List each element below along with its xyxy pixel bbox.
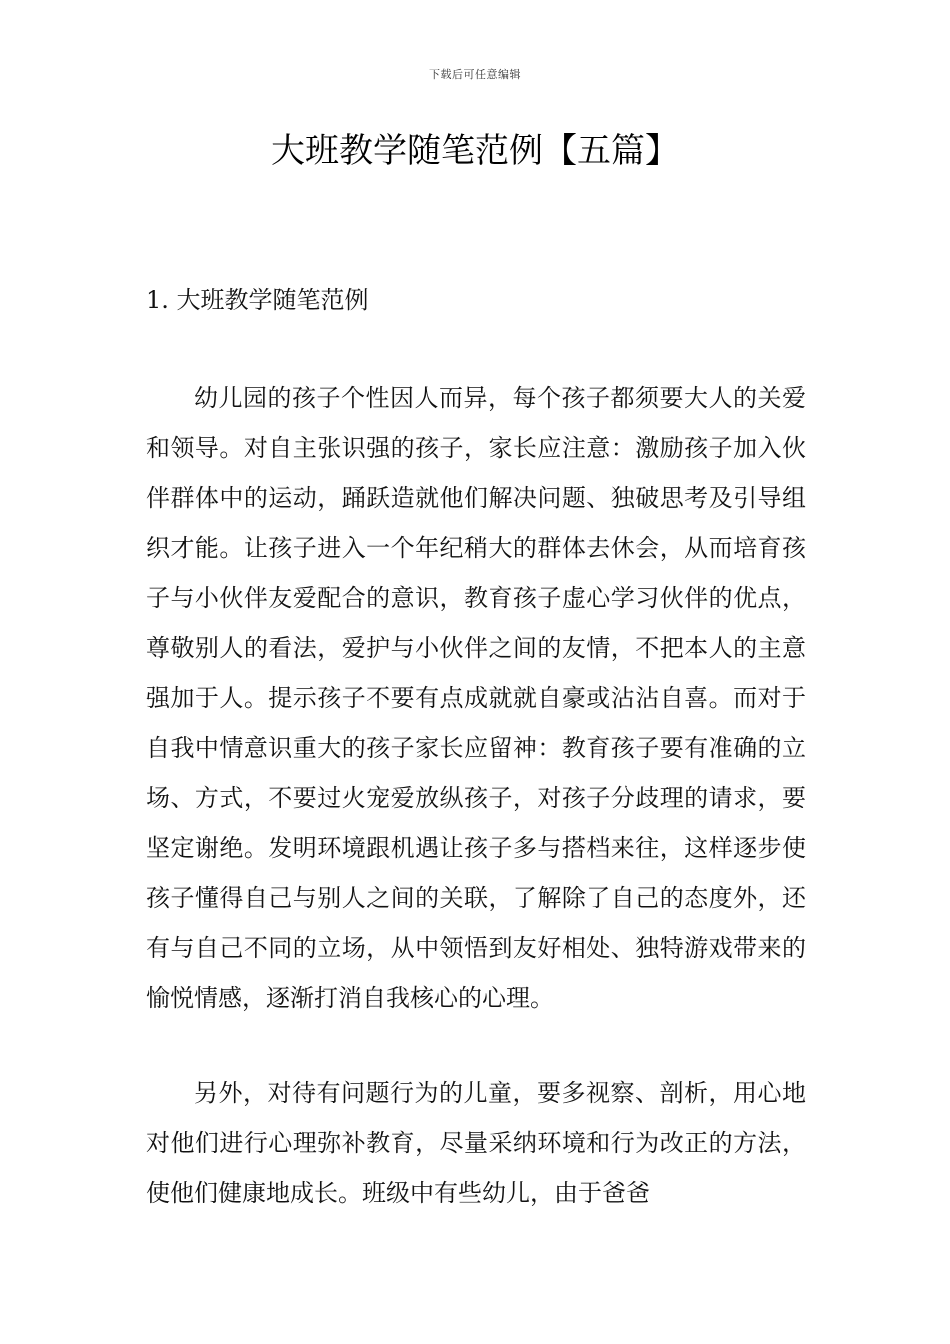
document-title: 大班教学随笔范例【五篇】 (271, 131, 679, 171)
body-paragraph: 幼儿园的孩子个性因人而异，每个孩子都须要大人的关爱和领导。对自主张识强的孩子，家长应注意：激励孩子加入伙伴群体中的运动，踊跃造就他们解决问题、独破思考及引导组织才能。让孩子进入一个年纪稍大的群体去休会，从而培育孩子与小伙伴友爱配合的意识，教育孩子虚心学习伙伴的优点，尊敬别人的看法，爱护与小伙伴之间的友情，不把本人的主意强加于人。提示孩子不要有点成就就自豪或沾沾自喜。而对于自我中情意识重大的孩子家长应留神：教育孩子要有准确的立场、方式，不要过火宠爱放纵孩子，对孩子分歧理的请求，要坚定谢绝。发明环境跟机遇让孩子多与搭档来往，这样逐步使孩子懂得自己与别人之间的关联，了解除了自己的态度外，还有与自己不同的立场，从中领悟到友好相处、独特游戏带来的愉悦情感，逐渐打消自我核心的心理。 (146, 384, 806, 1012)
header-note: 下载后可任意编辑 (429, 68, 521, 81)
section-heading: 1. 大班教学随笔范例 (146, 286, 369, 314)
body-paragraph: 另外，对待有问题行为的儿童，要多视察、剖析，用心地对他们进行心理弥补教育，尽量采纳环境和行为改正的方法，使他们健康地成长。班级中有些幼儿，由于爸爸 (146, 1079, 806, 1207)
